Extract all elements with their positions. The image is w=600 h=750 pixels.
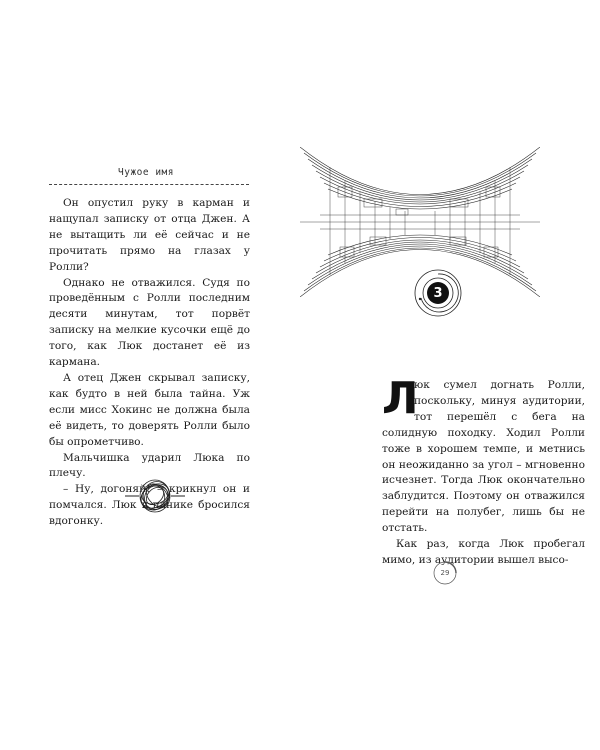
right-page [300, 0, 600, 750]
drop-cap: Л [382, 373, 419, 424]
dashed-rule [49, 184, 249, 185]
paragraph: – Ну, догоняй! – крикнул он и помчался. Люк в панике бросился вдогонку. [49, 483, 250, 528]
running-head: Чужое имя [118, 167, 174, 178]
paragraph: Он опустил руку в карман и нащупал записку от отца Джен. А не вытащить ли её сейчас и не прочитать прямо на глазах у Ролли? [49, 197, 250, 273]
chapter-number: 3 [433, 285, 443, 301]
paragraph: Мальчишка ударил Люка по плечу. [49, 451, 250, 480]
scribble-ornament-icon [125, 476, 185, 516]
drop-cap-box [382, 373, 419, 424]
first-paragraph [382, 373, 585, 537]
first-paragraph-text: юк сумел догнать Ролли, поскольку, минуя аудитории, тот перешёл с бега на солидную походку. Ходил Ролли тоже в хорошем темпе, и метнись он неожиданно за угол – мгновенно исчезнет. Тогда Люк окончательно заблудится. Поэтому он отважился перейти на полубег, лишь бы не отстать. [382, 379, 585, 535]
page-number: 29 [440, 569, 450, 577]
paragraph: А отец Джен скрывал записку, как будто в ней была тайна. Уж если мисс Хокинс не должна была её видеть, то доверять Ролли было бы опрометчиво. [49, 371, 250, 448]
right-page-text [382, 373, 585, 569]
paragraph: Однако не отважился. Судя по проведённым с Ролли последним десяти минутам, тот порвёт записку на мелкие кусочки ещё до того, как Люк достанет её из кармана. [49, 276, 250, 369]
paragraph: Как раз, когда Люк пробегал мимо, из аудитории вышел высо- [382, 538, 585, 566]
